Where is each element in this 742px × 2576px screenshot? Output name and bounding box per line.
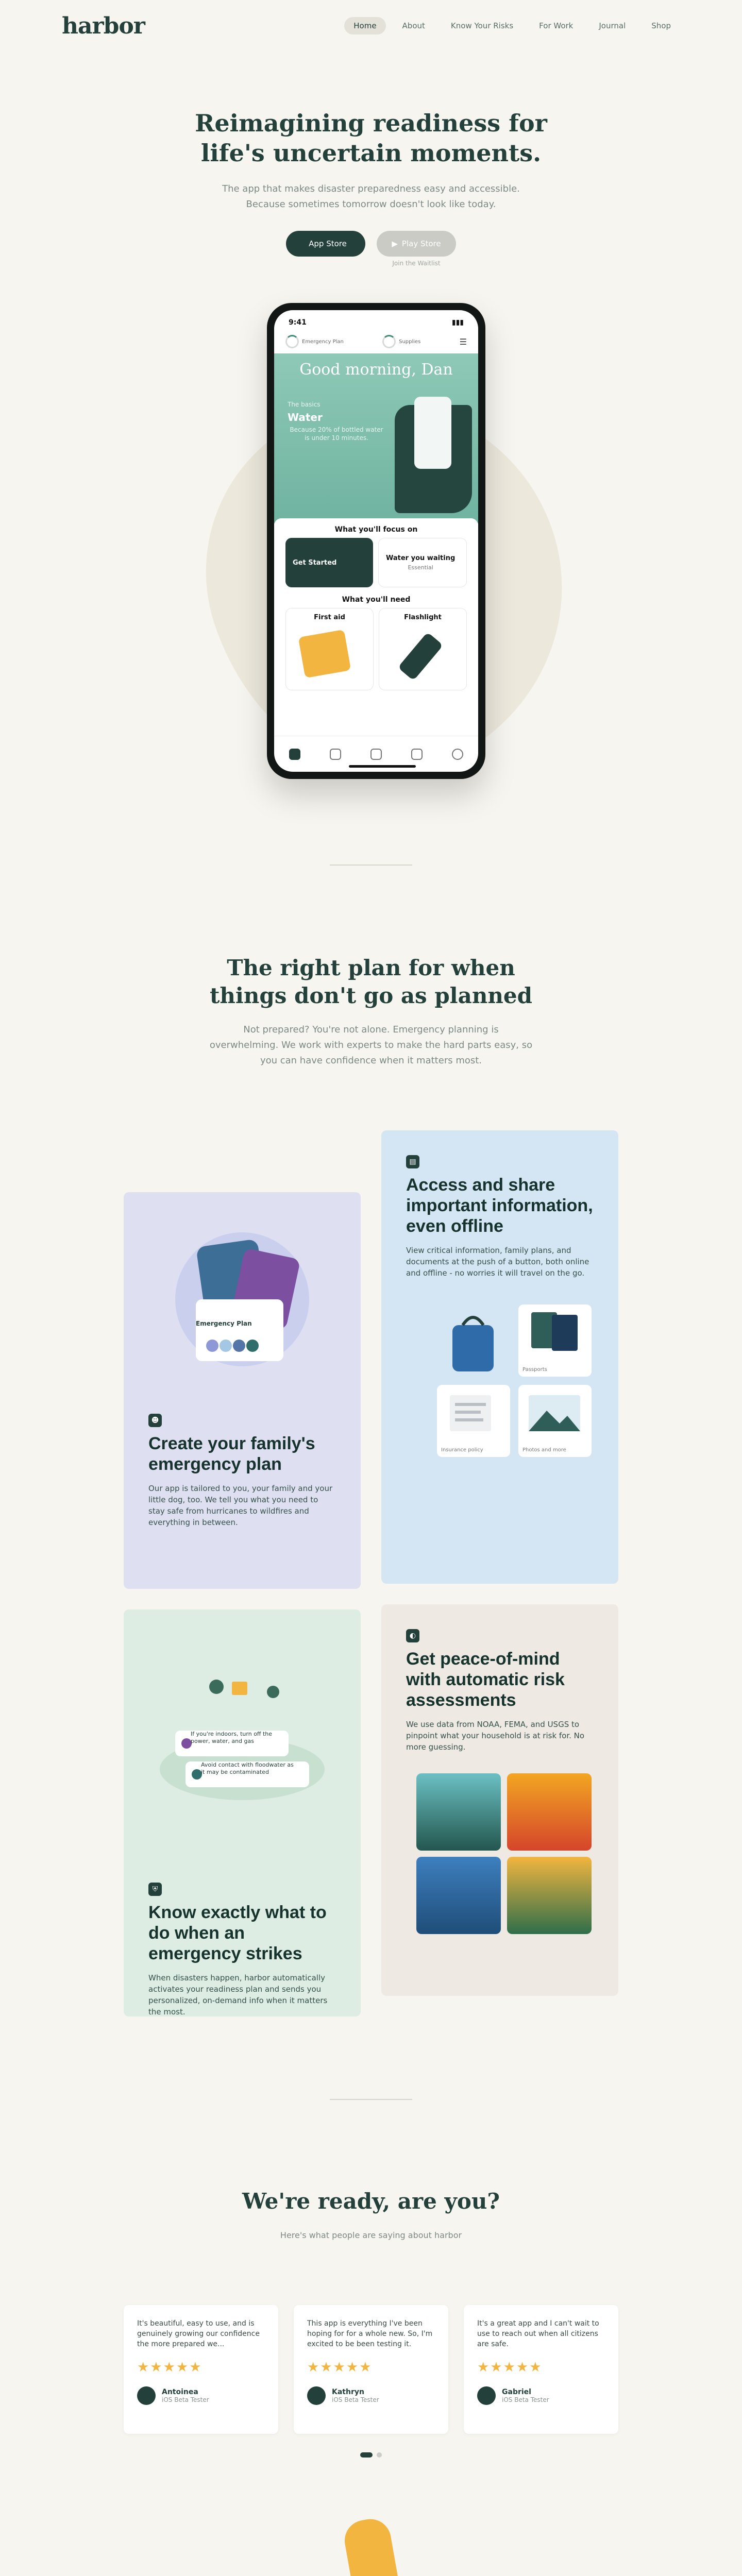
phone-water-card-sub: Essential: [408, 564, 433, 571]
risk-icon: ◐: [406, 1629, 419, 1642]
insurance-tile: [437, 1385, 510, 1457]
reviews-title: We're ready, are you?: [242, 2189, 500, 2214]
passports-tile: [518, 1304, 592, 1377]
reviews-section: [0, 2100, 742, 2458]
plan-title-line1: The right plan for when: [227, 955, 515, 980]
review-quote: It's beautiful, easy to use, and is genuinely growing our confidence the more prepared we...: [137, 2319, 260, 2348]
gauge-supplies: [382, 335, 420, 348]
family-plan-illustration: [165, 1222, 319, 1377]
feature-card-emergency-plan-text: [148, 1414, 336, 1528]
phone-screen: [274, 310, 478, 772]
home-tab-icon: [289, 749, 300, 760]
feature-title-risk-assessments: Get peace-of-mind with automatic risk assessments: [406, 1649, 565, 1710]
reviews-subtitle: Here's what people are saying about harbor: [280, 2230, 462, 2240]
docs-tab-icon: [370, 749, 382, 760]
gauge-emergency-plan-label: Emergency Plan: [302, 338, 344, 345]
main-nav: [344, 17, 680, 35]
plan-subtitle-line1: Not prepared? You're not alone. Emergency planning is: [243, 1024, 499, 1035]
apple-icon: [137, 2386, 156, 2405]
phone-first-aid-card: [285, 608, 374, 690]
hero-title-line2: life's uncertain moments.: [200, 139, 542, 167]
phone-flashlight-card: [379, 608, 467, 690]
plan-subtitle-line2: overwhelming. We work with experts to make the hard parts easy, so: [209, 1040, 533, 1050]
flashlight-illustration: [398, 632, 443, 681]
carousel-dots: [0, 2452, 742, 2458]
carousel-dot[interactable]: [360, 2452, 373, 2458]
app-store-button[interactable]: [286, 231, 365, 257]
raised-hand-illustration: [342, 2516, 401, 2576]
feature-grid: [124, 1130, 618, 2016]
bag-illustration: [437, 1304, 509, 1377]
landslide-image: [507, 1857, 592, 1934]
phone-card-small-label: The basics: [288, 401, 321, 408]
store-buttons: [0, 231, 742, 267]
site-header: [0, 0, 742, 52]
reviews-carousel: [0, 2305, 742, 2434]
feature-desc-emergency-strikes: When disasters happen, harbor automatically activates your readiness plan and sends you personalized, on-demand info when it matters the most.: [148, 1973, 328, 2016]
progress-ring-icon: [285, 335, 299, 348]
feature-desc-risk-assessments: We use data from NOAA, FEMA, and USGS to pinpoint what your household is at risk for. No more guessing.: [406, 1720, 585, 1752]
phone-need-row: [274, 608, 478, 690]
photos-illustration: [518, 1385, 591, 1442]
menu-icon: ☰: [459, 336, 467, 347]
battery-icon: ▮▮▮: [451, 318, 464, 327]
emergency-steps-illustration: [155, 1640, 330, 1857]
plan-subtitle-line3: you can have confidence when it matters most.: [260, 1055, 482, 1066]
review-author: [477, 2386, 605, 2405]
phone-water-card: [378, 538, 467, 587]
wildfire-image: [507, 1773, 592, 1851]
app-top-bar: [274, 327, 478, 353]
play-icon: ▶: [392, 239, 398, 248]
hand-illustration-wrap: [0, 2458, 742, 2576]
star-rating: ★★★★★: [137, 2360, 203, 2375]
nav-journal[interactable]: Journal: [599, 21, 626, 30]
phone-hero-card: [274, 353, 478, 523]
review-card: [464, 2305, 618, 2434]
review-card: [124, 2305, 278, 2434]
plan-title: [0, 954, 742, 1010]
step-turn-off-utilities: If you're indoors, turn off the power, water, and gas: [191, 1731, 273, 1744]
emergency-plan-label: Emergency Plan: [196, 1320, 252, 1327]
gauge-emergency-plan: [285, 335, 344, 348]
review-author: [307, 2386, 435, 2405]
plan-section: [0, 866, 742, 1069]
hero-title-line1: Reimagining readiness for: [195, 109, 547, 137]
phone-first-aid-label: First aid: [314, 614, 345, 621]
flood-image: [416, 1857, 501, 1934]
hero-subtitle: [0, 181, 742, 212]
phone-get-started-card: Get Started: [285, 538, 373, 587]
risk-images-grid: [416, 1773, 592, 1934]
review-quote: This app is everything I've been hoping for for a whole new. So, I'm excited to be been testing it.: [307, 2319, 433, 2348]
insurance-illustration: [437, 1385, 509, 1442]
photos-tile: [518, 1385, 592, 1457]
feature-card-emergency-strikes-text: [148, 1883, 336, 2016]
apple-icon: [307, 2386, 326, 2405]
tile-insurance-caption: Insurance policy: [441, 1447, 483, 1453]
hurricane-image: [416, 1773, 501, 1851]
bag-tile: [437, 1304, 510, 1377]
phone-water-card-title: Water you waiting: [386, 554, 456, 562]
hero-subtitle-line1: The app that makes disaster preparedness easy and accessible.: [222, 183, 520, 194]
feature-title-emergency-strikes: Know exactly what to do when an emergency strikes: [148, 1903, 327, 1963]
review-source: iOS Beta Tester: [502, 2396, 549, 2403]
play-store-button[interactable]: [377, 231, 456, 257]
feature-card-offline-info: [381, 1130, 618, 1584]
review-name: Antoinea: [162, 2388, 198, 2396]
nav-for-work[interactable]: For Work: [539, 21, 574, 30]
supplies-tab-icon: [411, 749, 423, 760]
progress-ring-icon: [382, 335, 396, 348]
review-card: [294, 2305, 448, 2434]
phone-focus-row: [274, 538, 478, 587]
phone-greeting: Good morning, Dan: [299, 361, 453, 379]
nav-know-your-risks[interactable]: Know Your Risks: [450, 21, 514, 30]
hero-subtitle-line2: Because sometimes tomorrow doesn't look like today.: [246, 199, 496, 210]
play-store-label: Play Store: [401, 239, 441, 248]
feature-desc-offline-info: View critical information, family plans, and documents at the push of a button, both online and offline - no worries it will travel on the go.: [406, 1246, 589, 1278]
step-avoid-floodwater: Avoid contact with floodwater as it may be contaminated: [201, 1761, 294, 1775]
plan-tab-icon: [330, 749, 341, 760]
feature-title-emergency-plan: Create your family's emergency plan: [148, 1434, 315, 1474]
review-quote: It's a great app and I can't wait to use to reach out when all citizens are safe.: [477, 2319, 599, 2348]
carousel-dot[interactable]: [377, 2452, 382, 2458]
documents-illustration: [437, 1304, 592, 1457]
feature-card-emergency-strikes: [124, 1609, 361, 2016]
feature-card-risk-assessments: [381, 1604, 618, 1996]
hero-section: [0, 52, 742, 865]
home-indicator: [349, 765, 416, 768]
play-store-note: Join the Waitlist: [392, 260, 441, 267]
phone-flashlight-label: Flashlight: [404, 614, 442, 621]
shield-icon: ⛨: [148, 1883, 162, 1896]
feature-title-offline-info: Access and share important information, even offline: [406, 1175, 593, 1236]
tile-passports-caption: Passports: [522, 1367, 547, 1372]
phone-status-bar: [274, 310, 478, 327]
water-bottle-illustration: [414, 397, 451, 469]
apple-icon: [477, 2386, 496, 2405]
feature-desc-emergency-plan: Our app is tailored to you, your family and your little dog, too. We tell you what you need to stay safe from hurricanes to wildfires and everything in between.: [148, 1484, 333, 1527]
review-name: Kathryn: [332, 2388, 364, 2396]
phone-focus-title: What you'll focus on: [274, 518, 478, 538]
review-source: iOS Beta Tester: [332, 2396, 379, 2403]
hero-title: [0, 108, 742, 168]
phone-time: 9:41: [289, 318, 307, 327]
app-store-label: App Store: [309, 239, 347, 248]
review-author: [137, 2386, 265, 2405]
tile-photos-caption: Photos and more: [522, 1447, 566, 1453]
phone-need-title: What you'll need: [342, 596, 411, 604]
profile-tab-icon: [452, 749, 463, 760]
gauge-supplies-label: Supplies: [399, 338, 421, 345]
phone-card-desc: Because 20% of bottled water is under 10 minutes.: [290, 426, 383, 442]
hero-visual: [0, 287, 742, 865]
nav-about[interactable]: About: [402, 21, 425, 30]
phone-card-big-label: Water: [288, 411, 323, 423]
phone-mockup: [267, 303, 485, 779]
nav-shop[interactable]: Shop: [651, 21, 671, 30]
star-rating: ★★★★★: [477, 2360, 543, 2375]
document-icon: ▤: [406, 1155, 419, 1168]
family-icon: ☻: [148, 1414, 162, 1427]
nav-home[interactable]: Home: [344, 17, 385, 35]
plan-subtitle: [0, 1022, 742, 1069]
review-source: iOS Beta Tester: [162, 2396, 209, 2403]
first-aid-kit-illustration: [298, 630, 351, 678]
play-store-wrap: [377, 231, 456, 267]
app-store-wrap: [286, 231, 365, 267]
logo[interactable]: harbor: [62, 12, 145, 39]
review-name: Gabriel: [502, 2388, 531, 2396]
plan-title-line2: things don't go as planned: [209, 983, 533, 1008]
passports-illustration: [518, 1304, 591, 1366]
feature-card-emergency-plan: [124, 1192, 361, 1589]
star-rating: ★★★★★: [307, 2360, 373, 2375]
